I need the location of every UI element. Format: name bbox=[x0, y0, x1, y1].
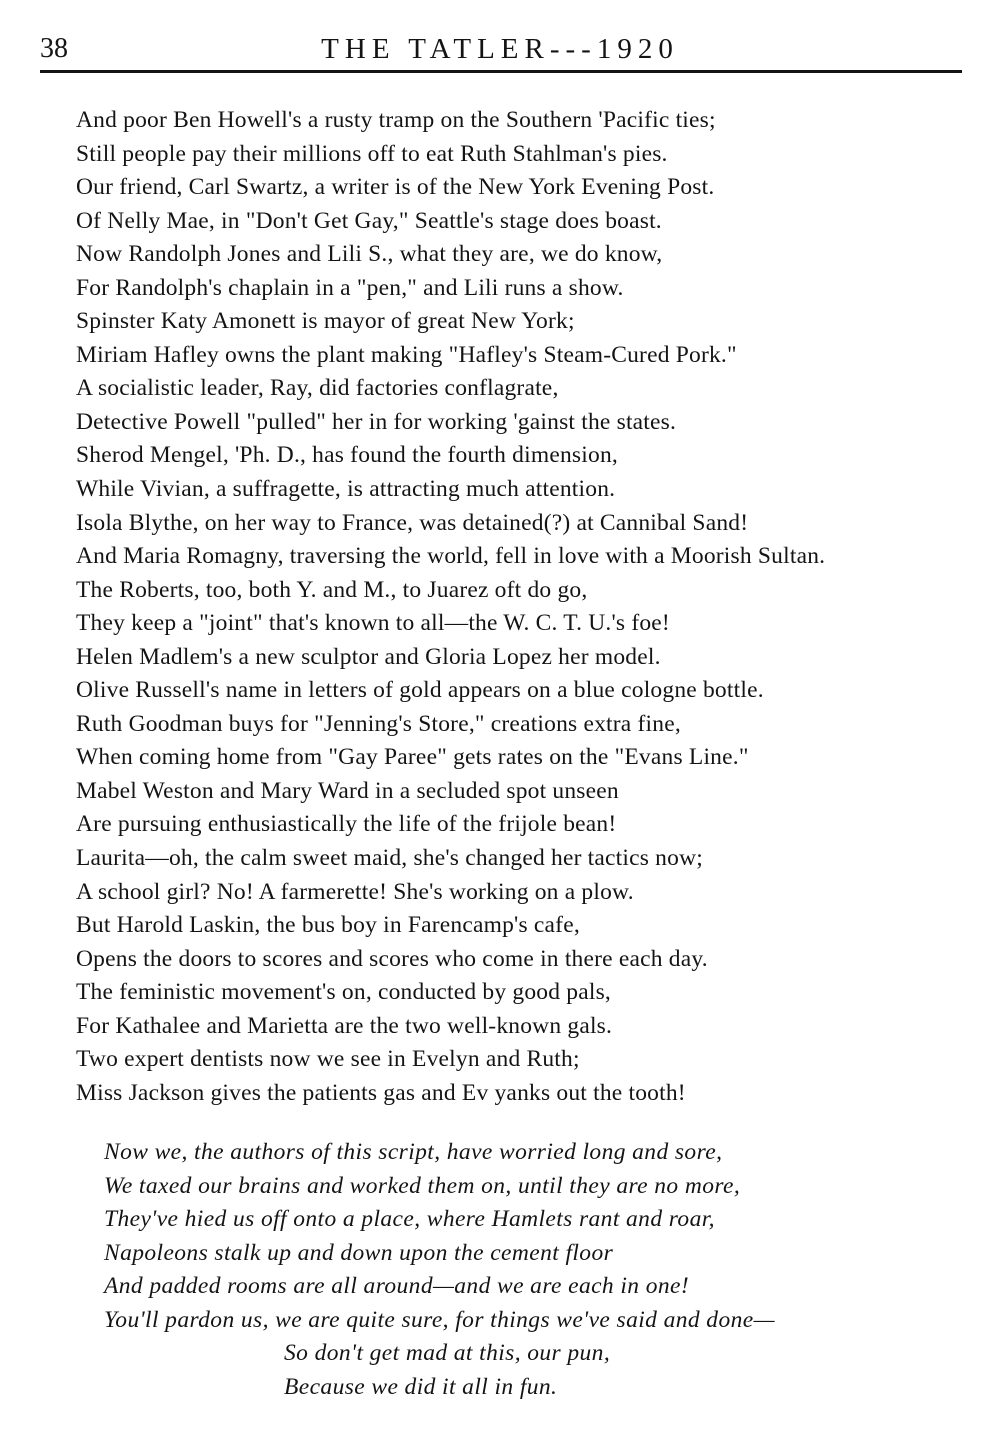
running-title: THE TATLER---1920 bbox=[321, 33, 679, 65]
poem-line: Still people pay their millions off to eat Ruth Stahlman's pies. bbox=[76, 140, 668, 167]
poem-line: Detective Powell "pulled" her in for working 'gainst the states. bbox=[76, 408, 677, 435]
poem-line: A school girl? No! A farmerette! She's working on a plow. bbox=[76, 878, 634, 905]
poem-line: The feministic movement's on, conducted by good pals, bbox=[76, 979, 611, 1006]
poem-line: Opens the doors to scores and scores who come in there each day. bbox=[76, 945, 708, 972]
poem-line: The Roberts, too, both Y. and M., to Juarez oft do go, bbox=[76, 576, 588, 603]
poem-body bbox=[76, 104, 976, 1110]
poem-line: A socialistic leader, Ray, did factories conflagrate, bbox=[76, 375, 559, 402]
poem-line: Our friend, Carl Swartz, a writer is of the New York Evening Post. bbox=[76, 174, 715, 201]
header-rule bbox=[40, 70, 962, 73]
poem-line: But Harold Laskin, the bus boy in Farencamp's cafe, bbox=[76, 912, 580, 939]
poem-line: Miriam Hafley owns the plant making "Hafley's Steam-Cured Pork." bbox=[76, 341, 737, 368]
poem-line: Isola Blythe, on her way to France, was detained(?) at Cannibal Sand! bbox=[76, 509, 749, 536]
page-header bbox=[40, 30, 960, 70]
poem-line: Sherod Mengel, 'Ph. D., has found the fourth dimension, bbox=[76, 442, 618, 469]
poem-line: Laurita—oh, the calm sweet maid, she's changed her tactics now; bbox=[76, 845, 703, 872]
poem-line: Olive Russell's name in letters of gold appears on a blue cologne bottle. bbox=[76, 677, 764, 704]
epilogue-line: They've hied us off onto a place, where Hamlets rant and roar, bbox=[104, 1206, 715, 1232]
poem-line: And Maria Romagny, traversing the world, fell in love with a Moorish Sultan. bbox=[76, 543, 826, 570]
poem-line: Helen Madlem's a new sculptor and Gloria Lopez her model. bbox=[76, 643, 661, 670]
poem-line: Are pursuing enthusiastically the life of the frijole bean! bbox=[76, 811, 617, 838]
poem-line: Of Nelly Mae, in "Don't Get Gay," Seattle's stage does boast. bbox=[76, 207, 662, 234]
poem-line: Miss Jackson gives the patients gas and Ev yanks out the tooth! bbox=[76, 1079, 686, 1106]
poem-line: They keep a "joint" that's known to all—the W. C. T. U.'s foe! bbox=[76, 610, 670, 637]
epilogue-line: We taxed our brains and worked them on, until they are no more, bbox=[104, 1172, 741, 1199]
epilogue-line: And padded rooms are all around—and we are each in one! bbox=[104, 1273, 690, 1299]
poem-line: While Vivian, a suffragette, is attracting much attention. bbox=[76, 476, 616, 503]
epilogue-line: So don't get mad at this, our pun, bbox=[284, 1340, 611, 1366]
poem-line: Spinster Katy Amonett is mayor of great New York; bbox=[76, 308, 575, 335]
poem-line: Mabel Weston and Mary Ward in a secluded spot unseen bbox=[76, 777, 619, 804]
page-number: 38 bbox=[40, 33, 68, 64]
poem-line: When coming home from "Gay Paree" gets rates on the "Evans Line." bbox=[76, 744, 749, 771]
epilogue-line: Napoleons stalk up and down upon the cement floor bbox=[104, 1239, 614, 1266]
poem-line: For Kathalee and Marietta are the two well-known gals. bbox=[76, 1012, 613, 1039]
poem-line: Ruth Goodman buys for "Jenning's Store," creations extra fine, bbox=[76, 710, 681, 737]
poem-line: And poor Ben Howell's a rusty tramp on the Southern 'Pacific ties; bbox=[76, 107, 716, 133]
epilogue-line: Because we did it all in fun. bbox=[284, 1373, 558, 1400]
epilogue-line: Now we, the authors of this script, have worried long and sore, bbox=[104, 1139, 723, 1165]
epilogue-line: You'll pardon us, we are quite sure, for things we've said and done— bbox=[104, 1306, 775, 1333]
poem-line: Two expert dentists now we see in Evelyn and Ruth; bbox=[76, 1046, 580, 1073]
poem-line: For Randolph's chaplain in a "pen," and Lili runs a show. bbox=[76, 274, 624, 301]
poem-line: Now Randolph Jones and Lili S., what they are, we do know, bbox=[76, 241, 663, 268]
epilogue-stanza bbox=[104, 1136, 964, 1404]
